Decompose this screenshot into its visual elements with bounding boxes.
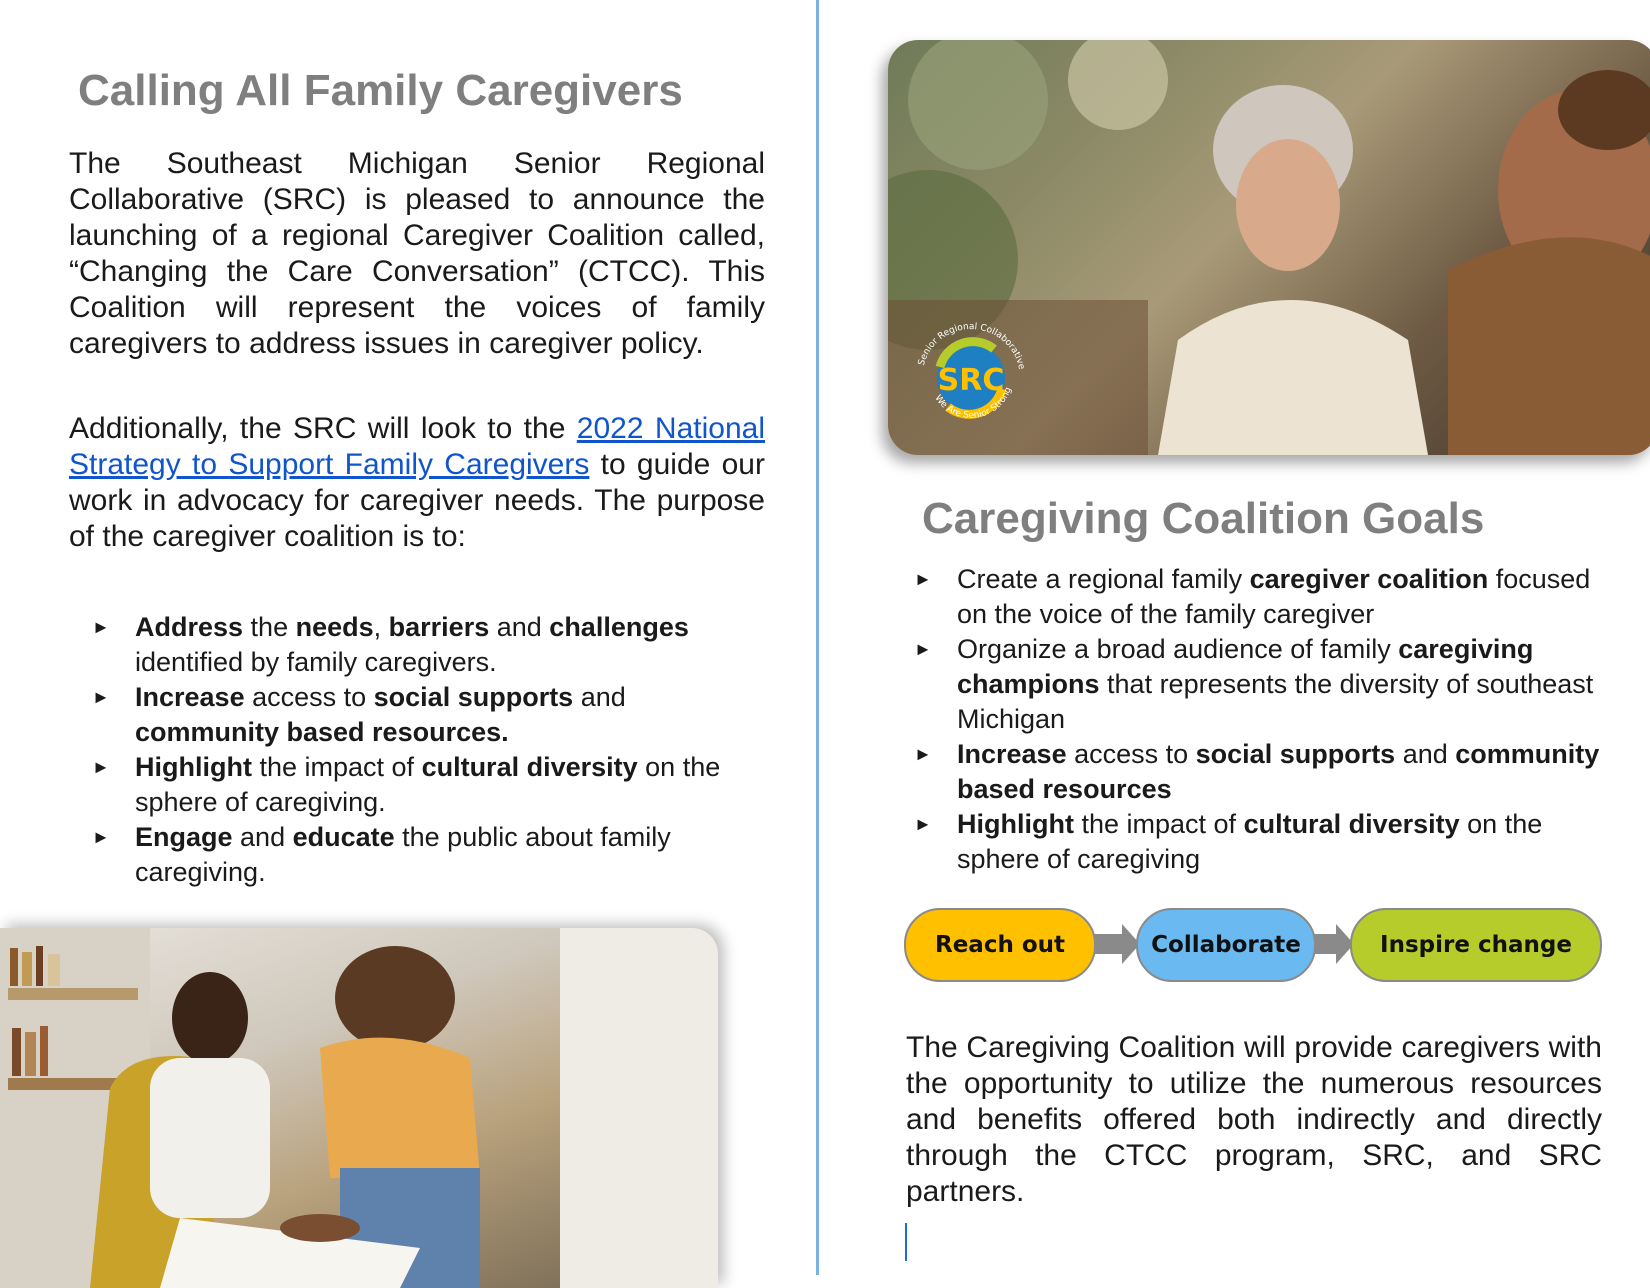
- right-heading: Caregiving Coalition Goals: [922, 494, 1485, 543]
- intro-paragraph: The Southeast Michigan Senior Regional Collaborative (SRC) is pleased to announce the launching of a regional Caregiver Coalition called, “Changing the Care Conversation” (CTCC). This Coalition will represent the voices of family caregivers to address issues in caregiver policy.: [69, 147, 765, 360]
- flow-step-inspire-change: Inspire change: [1350, 908, 1602, 982]
- bullet-triangle-icon: ►: [914, 639, 932, 659]
- strategy-text-after: to guide our work in advocacy for caregiver needs. The purpose of the caregiver coalition is to:: [69, 448, 765, 553]
- bullet-triangle-icon: ►: [92, 757, 110, 777]
- list-item: ► Increase access to social supports and community based resources.: [92, 682, 626, 747]
- left-heading: Calling All Family Caregivers: [78, 66, 683, 115]
- list-item: ► Highlight the impact of cultural diversity on the sphere of caregiving: [914, 809, 1543, 874]
- bullet-triangle-icon: ►: [92, 687, 110, 707]
- bullet-triangle-icon: ►: [92, 617, 110, 637]
- list-item: ► Organize a broad audience of family caregiving champions that represents the diversity of southeast Michigan: [914, 634, 1594, 734]
- logo-ring-bottom: We Are Senior Strong: [932, 385, 1014, 421]
- bullet-triangle-icon: ►: [914, 814, 932, 834]
- bullet-triangle-icon: ►: [92, 827, 110, 847]
- list-item: ► Create a regional family caregiver coalition focused on the voice of the family caregiver: [914, 564, 1591, 629]
- flow-step-collaborate: Collaborate: [1136, 908, 1316, 982]
- flow-step-reach-out: Reach out: [904, 908, 1096, 982]
- national-strategy-link[interactable]: 2022 National Strategy to Support Family Caregivers: [69, 412, 765, 481]
- bullet-triangle-icon: ►: [914, 744, 932, 764]
- logo-letters: SRC: [937, 363, 1005, 398]
- process-flow: [0, 908, 1650, 982]
- list-item: ► Increase access to social supports and community based resources: [914, 739, 1600, 804]
- bullet-triangle-icon: ►: [914, 569, 932, 589]
- text-cursor[interactable]: [905, 1223, 907, 1261]
- logo-ring-top: Senior Regional Collaborative: [916, 321, 1027, 371]
- closing-paragraph: The Caregiving Coalition will provide caregivers with the opportunity to utilize the numerous resources and benefits offered both indirectly and directly through the CTCC program, SRC, and SRC partners.: [906, 1031, 1602, 1208]
- list-item: ► Highlight the impact of cultural diversity on the sphere of caregiving.: [92, 752, 721, 817]
- strategy-text-before: Additionally, the SRC will look to the: [69, 412, 577, 445]
- list-item: ► Engage and educate the public about family caregiving.: [92, 822, 671, 887]
- list-item: ► Address the needs, barriers and challenges identified by family caregivers.: [92, 612, 689, 677]
